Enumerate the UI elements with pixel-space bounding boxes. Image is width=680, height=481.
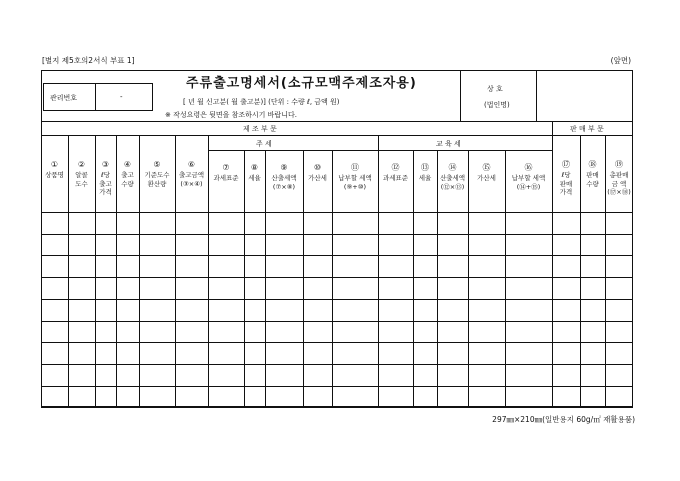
table-row <box>41 255 633 256</box>
column-label: 알콜 <box>75 170 88 179</box>
table-row <box>41 234 633 235</box>
column-number: ⑪ <box>351 163 359 172</box>
column-number: ⑥ <box>187 160 196 169</box>
column-label: ℓ당 <box>101 170 110 179</box>
education-tax-section: 교 육 세 <box>436 140 461 148</box>
column-divider <box>303 150 304 407</box>
table-row <box>41 277 633 278</box>
column-number: ② <box>77 160 86 169</box>
form-title: 주류출고명세서(소규모맥주제조자용) <box>186 76 417 91</box>
column-label: 가산세 <box>308 173 327 182</box>
column-label: 수량 <box>121 179 134 188</box>
column-header <box>605 160 633 197</box>
column-label: 총판매 <box>609 170 629 179</box>
column-divider <box>244 150 245 407</box>
column-label: (⑭+⑮) <box>516 182 541 191</box>
column-header <box>175 160 208 188</box>
table-row <box>41 407 633 408</box>
column-label: 판매 <box>586 170 599 179</box>
column-label: 환산량 <box>147 179 167 188</box>
column-header <box>41 160 68 180</box>
column-header <box>552 160 580 197</box>
company-name-label: 상 호 <box>487 85 503 93</box>
column-label: 상품명 <box>45 170 64 179</box>
report-period-line: [ 년 월 신고분( 월 출고분)] (단위 : 수량 ℓ, 금액 원) <box>183 98 340 106</box>
column-header <box>244 163 265 183</box>
column-number: ③ <box>101 160 110 169</box>
table-row <box>41 386 633 387</box>
column-label: 판매 <box>559 179 573 188</box>
column-header <box>303 163 332 183</box>
liquor-tax-section: 주 세 <box>256 140 272 148</box>
column-number: ⑤ <box>153 160 161 169</box>
column-header <box>139 160 175 188</box>
column-label: 수량 <box>586 179 599 188</box>
column-number: ⑮ <box>482 163 491 172</box>
column-number: ④ <box>123 160 132 169</box>
column-number: ⑫ <box>391 163 400 172</box>
column-header <box>95 160 116 197</box>
column-label: 출고 <box>99 179 112 188</box>
column-header <box>332 163 378 191</box>
column-label: 세율 <box>418 173 432 182</box>
column-label: 과세표준 <box>382 173 409 182</box>
instruction-note: ※ 작성요령은 뒷면을 참조하시기 바랍니다. <box>165 111 297 119</box>
column-divider <box>468 150 469 407</box>
column-number: ⑰ <box>562 160 570 169</box>
column-label: (③×④) <box>180 179 203 188</box>
column-label: (⑫×⑬) <box>440 182 465 191</box>
column-header <box>265 163 303 191</box>
column-label: 산출세액 <box>439 173 466 182</box>
column-label: (⑰×⑱) <box>607 188 631 197</box>
column-header <box>378 163 413 183</box>
column-number: ⑬ <box>421 163 429 172</box>
column-label: 금 액 <box>611 179 627 188</box>
company-name-sub: (법인명) <box>484 101 510 109</box>
column-divider <box>413 150 414 407</box>
column-number: ⑱ <box>588 160 597 169</box>
page-side: (앞면) <box>610 56 631 65</box>
column-header <box>68 160 95 188</box>
paper-spec: 297㎜×210㎜(일반용지 60g/㎡ 재활용품) <box>492 415 635 424</box>
column-number: ⑩ <box>313 163 322 172</box>
column-label: 가격 <box>99 188 112 197</box>
column-number: ⑲ <box>615 160 623 169</box>
column-label: 산출세액 <box>271 173 297 182</box>
column-label: 가산세 <box>477 173 496 182</box>
table-row <box>41 342 633 343</box>
management-number-label: 관리번호 <box>50 94 78 102</box>
column-number: ⑧ <box>250 163 259 172</box>
column-header <box>505 163 552 191</box>
column-label: 기준도수 <box>144 170 170 179</box>
management-number-value: - <box>120 93 123 101</box>
column-label: 가격 <box>559 188 573 197</box>
column-label: 출고금액 <box>178 170 205 179</box>
column-number: ⑦ <box>222 163 230 172</box>
column-header <box>468 163 505 183</box>
column-header <box>413 163 437 183</box>
column-header <box>116 160 139 188</box>
column-label: 출고 <box>121 170 134 179</box>
column-label: 세율 <box>248 173 261 182</box>
table-row <box>41 364 633 365</box>
manufacture-section: 제 조 부 문 <box>243 125 277 133</box>
column-label: 과세표준 <box>213 173 239 182</box>
column-number: ⑯ <box>524 163 533 172</box>
column-label: (⑨+⑩) <box>343 182 367 191</box>
table-row <box>41 299 633 300</box>
form-id: [별지 제5호의2서식 부표 1] <box>42 56 135 65</box>
column-number: ⑭ <box>448 163 457 172</box>
column-label: (⑦×⑧) <box>272 182 296 191</box>
column-number: ① <box>50 160 59 169</box>
column-header <box>437 163 468 191</box>
column-header <box>580 160 605 188</box>
table-row <box>41 321 633 322</box>
column-label: 납부할 세액 <box>511 173 546 182</box>
column-number: ⑨ <box>280 163 288 172</box>
column-header <box>208 163 244 183</box>
sales-section: 판 매 부 문 <box>570 125 604 133</box>
column-label: 도수 <box>75 179 88 188</box>
column-label: ℓ당 <box>561 170 571 179</box>
column-label: 납부할 세액 <box>338 173 372 182</box>
